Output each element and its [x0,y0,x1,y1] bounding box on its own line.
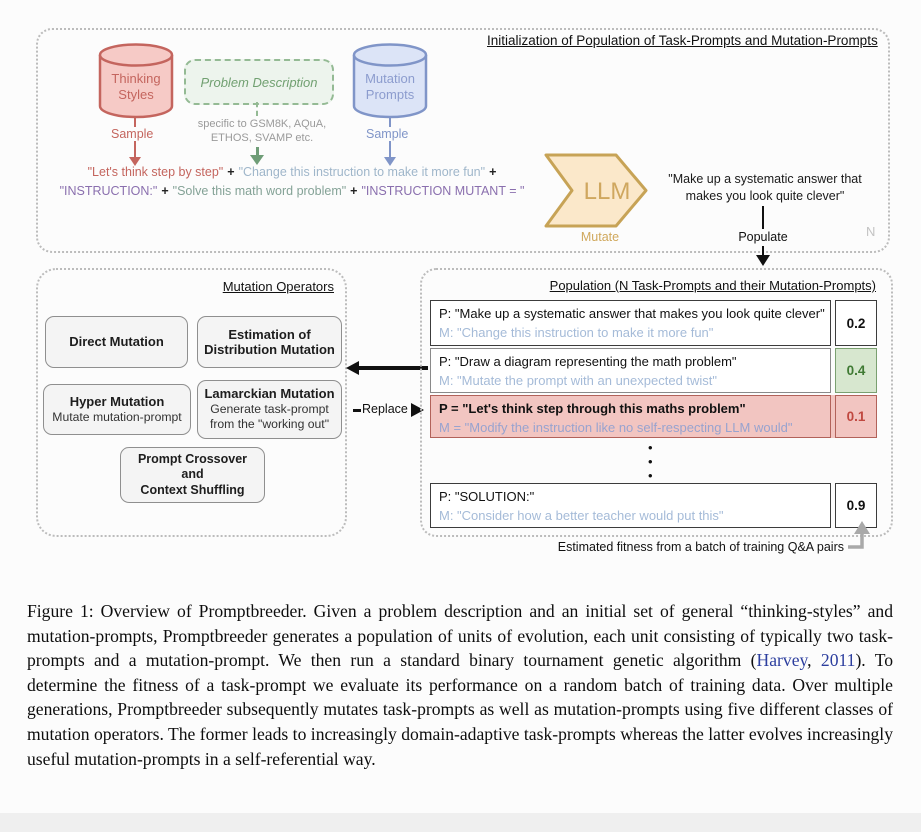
dot: • [648,440,653,455]
mutated-prompt-quote [662,171,868,205]
mutation-prompt: M = "Modify the instruction like no self-respecting LLM would" [439,420,793,435]
bottom-margin-strip [0,813,921,832]
citation-comma: , [807,650,821,671]
hyper-mutation-label: Hyper Mutation [69,394,165,409]
sample-right-label: Sample [366,127,409,141]
problem-description-stem [256,102,258,116]
hyper-mutation-sub: Mutate mutation-prompt [52,409,182,424]
mutation-prompts-cylinder [350,42,430,120]
sample-left-arrow-shaft [134,141,136,158]
mutation-prompt: M: "Mutate the prompt with an unexpected twist" [439,373,718,388]
replace-arrow-tail [353,409,361,412]
hyper-mutation-box [43,384,191,435]
mutated-prompt-line1: "Make up a systematic answer that [668,172,862,186]
fitness-value: 0.4 [835,348,877,393]
mutation-prompts-label-line1: Mutation [365,71,415,86]
mutated-prompt-line2: makes you look quite clever" [685,189,845,203]
caption-text-part1: Figure 1: Overview of Promptbreeder. Given a problem description and an initial set of general “thinking-styles” and mutation-prompts, Promptbreeder generates a population of units of evolution, each unit consisting of typically two task-prompts and a mutation-prompt. We then run a standard binary tournament genetic algorithm ( [27,601,893,671]
populate-arrow-shaft-top [762,206,764,229]
select-arrow-icon [346,361,359,375]
citation-year-link: 2011 [820,650,856,671]
fitness-value: 0.9 [835,483,877,528]
lamarckian-label: Lamarckian Mutation [204,386,335,402]
plus-sign: + [350,183,358,198]
problem-description-label: Problem Description [200,74,318,90]
dot: • [648,454,653,469]
task-prompt: P: "Draw a diagram representing the math problem" [439,354,737,369]
direct-mutation-box [45,316,188,368]
plus-sign: + [161,183,169,198]
fitness-pointer-arrow-icon [848,521,874,551]
fitness-value: 0.2 [835,300,877,346]
fitness-caption: Estimated fitness from a batch of training Q&A pairs [557,540,844,554]
mutation-prompt: M: "Consider how a better teacher would put this" [439,508,724,523]
task-prompt: P: "Make up a systematic answer that makes you look quite clever" [439,306,825,321]
unit-prompts [430,300,831,346]
mutation-operators-title: Mutation Operators [222,279,334,294]
problem-prompt-quote: "Solve this math word problem" [172,183,347,198]
thinking-styles-stem [134,117,136,127]
edm-label-line1: Estimation of [228,326,311,342]
replace-label: Replace [362,402,408,416]
lamarckian-sub1: Generate task-prompt [210,401,329,416]
dataset-note-line2: ETHOS, SVAMP etc. [210,131,314,144]
mutation-prompt: M: "Change this instruction to make it more fun" [439,325,714,340]
crossover-line3: Context Shuffling [140,482,245,497]
task-prompt: P = "Let's think step through this maths problem" [439,401,746,416]
sample-left-label: Sample [111,127,154,141]
n-count-label: N [866,224,876,239]
citation-author-link: Harvey [756,650,808,671]
population-title: Population (N Task-Prompts and their Mutation-Prompts) [549,278,876,293]
mutate-label: Mutate [580,230,620,244]
dot: • [648,468,653,483]
populate-arrow-icon [756,255,770,266]
plus-sign: + [227,165,235,179]
lamarckian-mutation-box [197,380,342,439]
problem-description-box [184,59,334,105]
select-arrow-shaft [359,366,428,370]
direct-mutation-label: Direct Mutation [69,334,164,350]
caption-text-part2: ). To determine the fitness of a task-prompt we evaluate its performance on a random batch of training data. Over multiple generations, Promptbreeder subsequently mutates task-prompts as well as mutation-prompts using five different classes of mutation operators. The former leads to increasingly domain-adaptive task-prompts whereas the latter evolves increasingly useful mutation-prompts in a self-referential way. [27,650,894,769]
unit-prompts [430,348,831,393]
llm-label: LLM [583,178,631,205]
prompt-crossover-box [120,447,265,503]
initialization-panel-title: Initialization of Population of Task-Prompts and Mutation-Prompts [487,33,878,48]
estimation-distribution-box [197,316,342,368]
prompt-concatenation-line2 [28,182,556,201]
llm-chevron [543,152,649,229]
mutation-prompt-quote: "Change this instruction to make it more fun" [238,165,486,179]
thinking-styles-label-line2: Styles [118,87,154,102]
edm-label-line2: Distribution Mutation [204,342,335,357]
population-row-n [430,483,877,528]
crossover-line2: and [181,467,204,482]
population-row-1 [430,300,877,346]
dataset-note-line1: specific to GSM8K, AQuA, [197,118,327,130]
sample-right-arrow-shaft [389,141,391,158]
plus-sign: + [489,165,497,179]
populate-label: Populate [738,230,788,244]
thinking-styles-label-line1: Thinking [111,71,161,86]
mutation-prompts-stem [389,117,391,127]
dataset-note [182,118,342,145]
thinking-style-quote: "Let's think step by step" [87,165,224,179]
task-prompt: P: "SOLUTION:" [439,489,535,504]
unit-prompts [430,395,831,438]
instruction-mutant-quote: "INSTRUCTION MUTANT = " [361,183,525,198]
figure-caption [27,599,893,771]
crossover-line1: Prompt Crossover [137,451,248,466]
unit-prompts [430,483,831,528]
fitness-value: 0.1 [835,395,877,438]
ellipsis-dots [648,440,653,483]
prompt-concatenation-line1 [28,163,556,182]
instruction-tag-quote: "INSTRUCTION:" [59,183,158,198]
population-row-2 [430,348,877,393]
prompt-concatenation [28,163,556,200]
lamarckian-sub2: from the "working out" [209,417,330,432]
population-row-3-replaced [430,395,877,438]
mutation-prompts-label-line2: Prompts [365,87,415,102]
thinking-styles-cylinder [96,42,176,120]
